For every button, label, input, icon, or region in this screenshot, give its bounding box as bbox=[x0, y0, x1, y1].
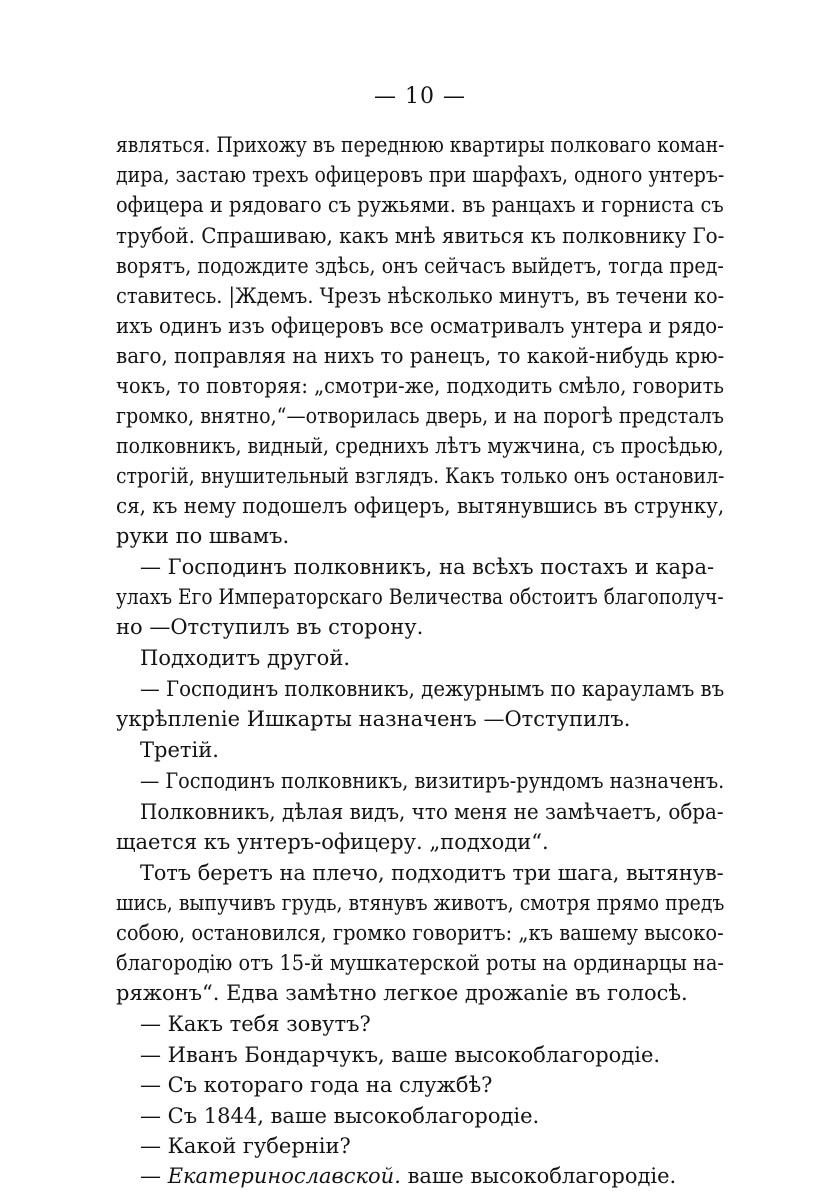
text-line: Третій. bbox=[140, 738, 219, 762]
text-line: ряжонъ“. Едва замѣтно легкое дрожаnie въ голосѣ. bbox=[116, 981, 688, 1005]
text-line: — Господинъ полковникъ, дежурнымъ по карауламъ въ bbox=[140, 677, 725, 701]
text-line: трубой. Спрашиваю, какъ мнѣ явиться къ полковнику Го- bbox=[116, 224, 725, 248]
text-line: — Съ 1844, ваше высокоблагородіе. bbox=[140, 1104, 540, 1128]
text-line: укрѣплеnie Ишкарты назначенъ —Отступилъ. bbox=[116, 707, 631, 731]
text-line: — Господинъ полковникъ, на всѣхъ постахъ и кара- bbox=[140, 555, 715, 579]
text-line: громко, внятно,“—отворилась дверь, и на порогѣ предсталъ bbox=[116, 404, 724, 428]
text-line: улахъ Его Императорскаго Величества обстоитъ благополуч- bbox=[116, 585, 724, 609]
italic-word: Екатеринославской. bbox=[167, 1164, 401, 1188]
text-line: являться. Прихожу въ переднюю квартиры полковаго коман- bbox=[116, 133, 725, 157]
text-line: руки по швамъ. bbox=[116, 524, 290, 548]
text-line: благородію отъ 15-й мушкатерской роты на ординарцы на- bbox=[116, 951, 724, 975]
text-line: дира, застаю трехъ офицеровъ при шарфахъ, одного унтеръ- bbox=[116, 163, 725, 187]
text-line: Подходитъ другой. bbox=[140, 646, 350, 670]
text-line: — Съ котораго года на службѣ? bbox=[140, 1073, 493, 1097]
dash: — bbox=[140, 1164, 168, 1188]
text-line: — Какой губерніи? bbox=[140, 1134, 351, 1158]
text-line: полковникъ, видный, среднихъ лѣтъ мужчина, съ просѣдью, bbox=[116, 434, 724, 458]
text-line bbox=[140, 1160, 676, 1192]
text-line: строгій, внушительный взглядъ. Какъ только онъ остановил- bbox=[116, 464, 725, 488]
text-line: ся, къ нему подошелъ офицеръ, вытянувшись въ струнку, bbox=[116, 494, 725, 518]
text-line: Полковникъ, дѣлая видъ, что меня не замѣчаетъ, обра- bbox=[140, 800, 724, 824]
text-line: Тотъ беретъ на плечо, подходитъ три шага, вытянув- bbox=[140, 861, 724, 885]
page-number: — 10 — bbox=[374, 84, 466, 109]
text-line: ихъ одинъ изъ офицеровъ все осматривалъ унтера и рядо- bbox=[116, 314, 724, 338]
text-line: ваго, поправляя на нихъ то ранецъ, то какой-нибудь крю- bbox=[116, 344, 725, 368]
text-line: — Господинъ полковникъ, визитиръ-рундомъ назначенъ. bbox=[140, 769, 725, 793]
text-line: ворятъ, подождите здѣсь, онъ сейчасъ выйдетъ, тогда пред- bbox=[116, 254, 724, 278]
text-line: чокъ, то повторяя: „смотри-же, подходить смѣло, говорить bbox=[116, 374, 724, 398]
text-line: но —Отступилъ въ сторону. bbox=[116, 615, 424, 639]
text-line: ставитесь. |Ждемъ. Чрезъ нѣсколько минутъ, въ течени ко- bbox=[116, 284, 725, 308]
text-line: шись, выпучивъ грудь, втянувъ животъ, смотря прямо предъ bbox=[116, 891, 725, 915]
text-line: щается къ унтеръ-офицеру. „подходи“. bbox=[116, 830, 549, 854]
text-line: собою, остановился, громко говоритъ: „къ вашему высоко- bbox=[116, 921, 724, 945]
text-line: — Какъ тебя зовутъ? bbox=[140, 1012, 371, 1036]
line-rest: ваше высокоблагородіе. bbox=[400, 1164, 677, 1188]
text-line: офицера и рядоваго съ ружьями. въ ранцахъ и горниста съ bbox=[116, 193, 724, 217]
text-line: — Иванъ Бондарчукъ, ваше высокоблагородіе. bbox=[140, 1043, 661, 1067]
